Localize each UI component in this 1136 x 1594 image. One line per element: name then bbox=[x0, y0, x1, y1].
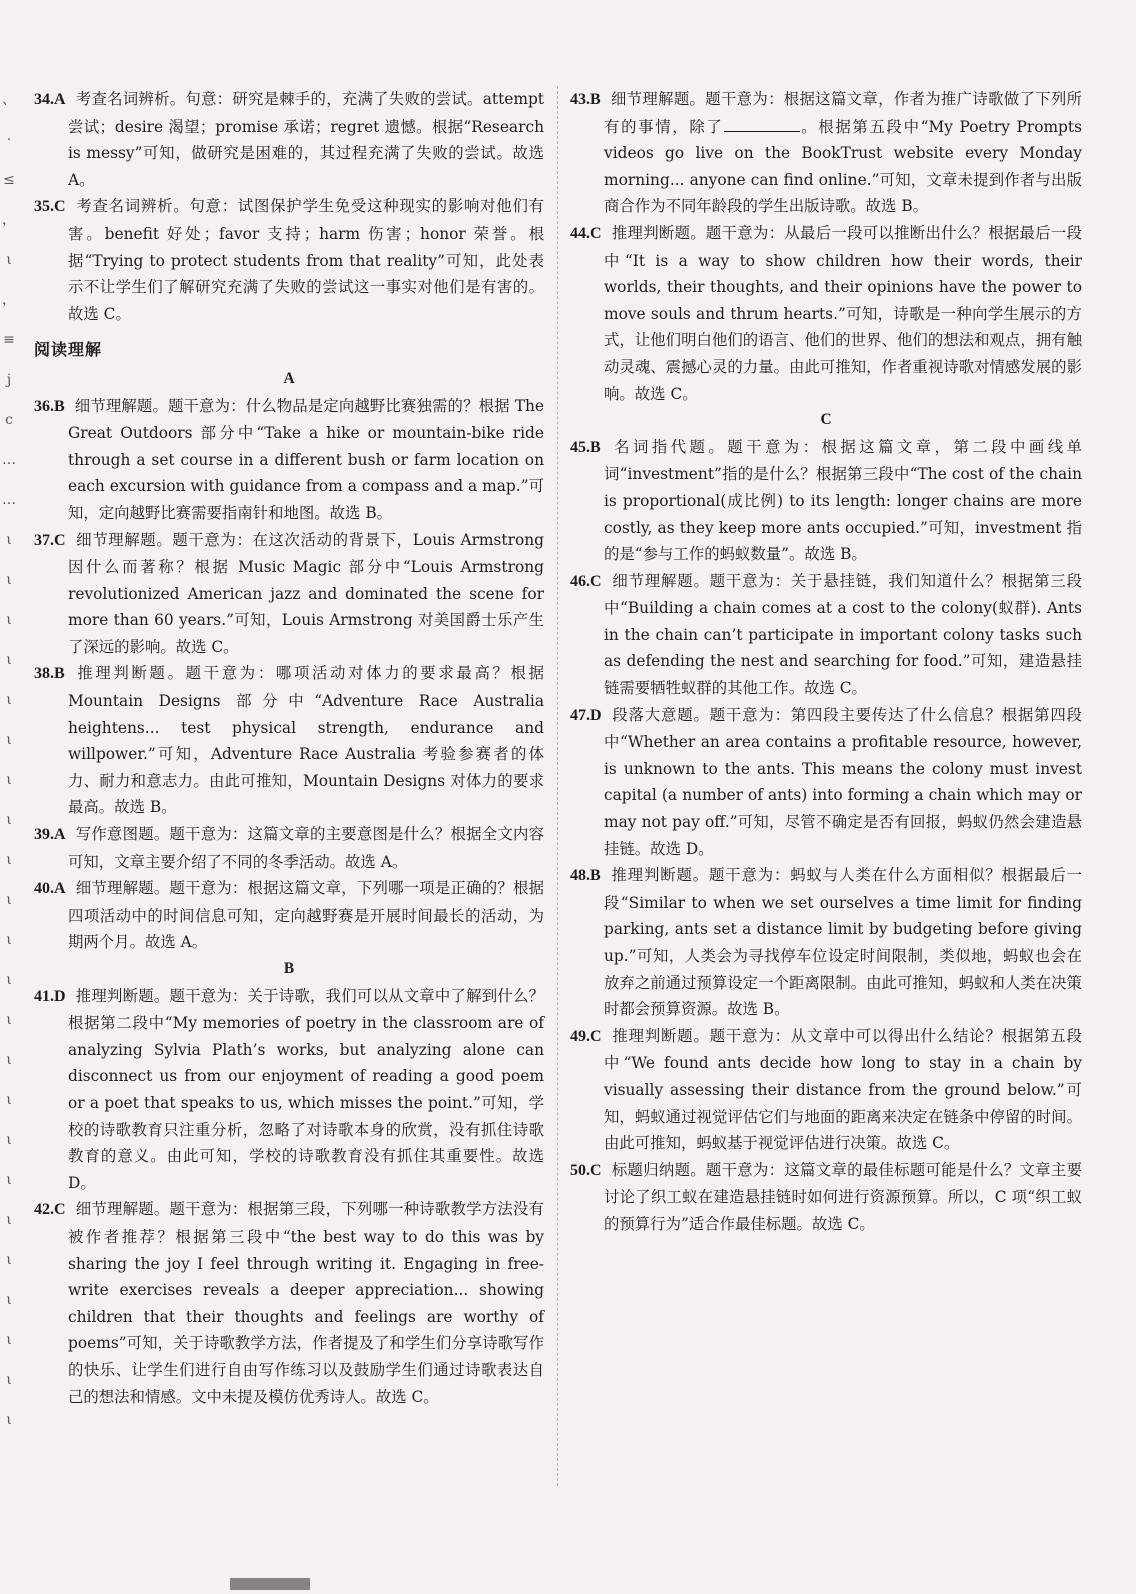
answer-item-46: 46.C 细节理解题。题干意为：关于悬挂链，我们知道什么？根据第三段中“Building a chain comes at a cost to the colony(蚁群). Ants in the chain can’t participate in important colony tasks such as defending the nest and searching for food.”可知，建造悬挂链需要牺牲蚁群的其他工作。故选 C。 bbox=[570, 571, 1082, 698]
margin-char: ι bbox=[6, 1172, 12, 1188]
margin-char: ι bbox=[6, 1372, 12, 1388]
margin-char: ι bbox=[6, 852, 12, 868]
column-divider bbox=[557, 86, 558, 1486]
margin-char: ι bbox=[6, 812, 12, 828]
section-title-reading: 阅读理解 bbox=[34, 340, 103, 360]
answer-item-38: 38.B 推理判断题。题干意为：哪项活动对体力的要求最高？根据 Mountain Designs 部分中“Adventure Race Australia heightens... test physical strength, endurance and willpower.”可知，Adventure Race Australia 考验参赛者的体力、耐力和意志力。由此可推知，Mountain Designs 对体力的要求最高。故选 B。 bbox=[34, 664, 544, 817]
margin-char: ι bbox=[6, 1412, 12, 1428]
margin-char: ι bbox=[6, 772, 12, 788]
margin-char: ι bbox=[6, 732, 12, 748]
left-margin-fragments bbox=[0, 80, 18, 1480]
fill-in-blank bbox=[724, 117, 800, 132]
margin-char: ι bbox=[6, 1052, 12, 1068]
answer-item-37: 37.C 细节理解题。题干意为：在这次活动的背景下，Louis Armstrong 因什么而著称？根据 Music Magic 部分中“Louis Armstrong revolutionized American jazz and dominated the scene for more than 60 years.”可知，Louis Armstrong 对美国爵士乐产生了深远的影响。故选 C。 bbox=[34, 530, 544, 656]
margin-char: j bbox=[6, 372, 12, 388]
margin-char: ι bbox=[6, 572, 12, 588]
passage-label-c: C bbox=[820, 411, 832, 429]
margin-char: c bbox=[5, 412, 13, 428]
margin-char: ， bbox=[2, 212, 16, 228]
margin-char: ι bbox=[6, 1012, 12, 1028]
margin-char: ι bbox=[6, 1092, 12, 1108]
margin-char: ι bbox=[6, 932, 12, 948]
margin-char: ι bbox=[6, 972, 12, 988]
answer-item-45: 45.B 名词指代题。题干意为：根据这篇文章，第二段中画线单词“investment”指的是什么？根据第三段中“The cost of the chain is proportional(成比例) to its length: longer chains are more costly, as they keep more ants occupied.”可知，investment 指的是“参与工作的蚂蚁数量”。故选 B。 bbox=[570, 437, 1082, 564]
answer-item-39: 39.A 写作意图题。题干意为：这篇文章的主要意图是什么？根据全文内容可知，文章主要介绍了不同的冬季活动。故选 A。 bbox=[34, 825, 544, 871]
answer-item-35: 35.C 考查名词辨析。句意：试图保护学生免受这种现实的影响对他们有害。benefit 好处；favor 支持；harm 伤害；honor 荣誉。根据“Trying to protect students from that reality”可知，此处表示不让学生们了解研究充满了失败的尝试这一事实对他们是有害的。故选 C。 bbox=[34, 197, 544, 323]
margin-char: ι bbox=[6, 532, 12, 548]
margin-char: ι bbox=[6, 692, 12, 708]
answer-item-48: 48.B 推理判断题。题干意为：蚂蚁与人类在什么方面相似？根据最后一段“Similar to when we set ourselves a time limit for finding parking, ants set a distance limit by budgeting before giving up.”可知，人类会为寻找停车位设定时间限制，类似地，蚂蚁也会在放弃之前通过预算设定一个距离限制。由此可推知，蚂蚁和人类在决策时都会预算资源。故选 B。 bbox=[570, 866, 1082, 1019]
margin-char: ι bbox=[6, 652, 12, 668]
footer-mark bbox=[230, 1578, 310, 1590]
margin-char: · bbox=[6, 132, 12, 148]
right-column bbox=[570, 86, 1082, 1238]
margin-char: ， bbox=[2, 292, 16, 308]
margin-char: ι bbox=[6, 1212, 12, 1228]
margin-char: ι bbox=[6, 1332, 12, 1348]
answer-item-47: 47.D 段落大意题。题干意为：第四段主要传达了什么信息？根据第四段中“Whether an area contains a profitable resource, however, is unknown to the ants. This means the colony must invest capital (a number of ants) into forming a chain which may or may not pay off.”可知，尽管不确定是否有回报，蚂蚁仍然会建造悬挂链。故选 D。 bbox=[570, 705, 1082, 858]
margin-char: ι bbox=[6, 252, 12, 268]
passage-label-a: A bbox=[283, 369, 295, 387]
margin-char: 、 bbox=[2, 92, 16, 108]
margin-char: ι bbox=[6, 612, 12, 628]
answer-item-36: 36.B 细节理解题。题干意为：什么物品是定向越野比赛独需的？根据 The Great Outdoors 部分中“Take a hike or mountain-bike ride through a set course in a different bush or farm location on each excursion with guidance from a compass and a map.”可知，定向越野比赛需要指南针和地图。故选 B。 bbox=[34, 396, 544, 522]
answer-item-40: 40.A 细节理解题。题干意为：根据这篇文章，下列哪一项是正确的？根据四项活动中的时间信息可知，定向越野赛是开展时间最长的活动，为期两个月。故选 A。 bbox=[34, 879, 544, 952]
margin-char: ι bbox=[6, 892, 12, 908]
margin-char: … bbox=[2, 452, 16, 468]
margin-char: ≡ bbox=[3, 332, 15, 348]
margin-char: ι bbox=[6, 1252, 12, 1268]
margin-char: ι bbox=[6, 1132, 12, 1148]
answer-item-34: 34.A 考查名词辨析。句意：研究是棘手的，充满了失败的尝试。attempt 尝试；desire 渴望；promise 承诺；regret 遗憾。根据“Research is messy”可知，做研究是困难的，其过程充满了失败的尝试。故选 A。 bbox=[34, 90, 544, 189]
answer-item-43: 43.B 细节理解题。题干意为：根据这篇文章，作者为推广诗歌做了下列所有的事情，除了 。根据第五段中“My Poetry Prompts videos go live on the BookTrust website every Monday morning... anyone can find online.”可知，文章未提到作者与出版商合作为不同年龄段的学生出版诗歌。故选 B。 bbox=[570, 90, 1082, 216]
answer-item-42: 42.C 细节理解题。题干意为：根据第三段，下列哪一种诗歌教学方法没有被作者推荐？根据第三段中“the best way to do this was by sharing the joy I feel through writing it. Engaging in free-write exercises reveals a deeper appreciation... showing children that their thoughts and feelings are worthy of poems”可知，关于诗歌教学方法，作者提及了和学生们分享诗歌写作的快乐、让学生们进行自由写作练习以及鼓励学生们通过诗歌表达自己的想法和情感。文中未提及模仿优秀诗人。故选 C。 bbox=[34, 1200, 544, 1406]
margin-char: ι bbox=[6, 1292, 12, 1308]
answer-item-44: 44.C 推理判断题。题干意为：从最后一段可以推断出什么？根据最后一段中“It is a way to show children how their words, their worlds, their thoughts, and their opinions have the power to move souls and thrum hearts.”可知，诗歌是一种向学生展示的方式，让他们明白他们的语言、他们的世界、他们的想法和观点，拥有触动灵魂、震撼心灵的力量。由此可推知，作者重视诗歌对情感发展的影响。故选 C。 bbox=[570, 223, 1082, 403]
margin-char: ≤ bbox=[3, 172, 15, 188]
answer-item-49: 49.C 推理判断题。题干意为：从文章中可以得出什么结论？根据第五段中“We found ants decide how long to stay in a chain by visually assessing their distance from the ground below.”可知，蚂蚁通过视觉评估它们与地面的距离来决定在链条中停留的时间。由此可推知，蚂蚁基于视觉评估进行决策。故选 C。 bbox=[570, 1026, 1082, 1153]
answer-item-50: 50.C 标题归纳题。题干意为：这篇文章的最佳标题可能是什么？文章主要讨论了织工蚁在建造悬挂链时如何进行资源预算。所以，C 项“织工蚁的预算行为”适合作最佳标题。故选 C。 bbox=[570, 1160, 1082, 1233]
passage-label-b: B bbox=[283, 960, 295, 977]
left-column bbox=[34, 86, 544, 1410]
answer-item-41: 41.D 推理判断题。题干意为：关于诗歌，我们可以从文章中了解到什么？根据第二段中“My memories of poetry in the classroom are of analyzing Sylvia Plath’s works, but analyzing alone can disconnect us from our enjoyment of reading a good poem or a poet that speaks to us, which misses the point.”可知，学校的诗歌教育只注重分析，忽略了对诗歌本身的欣赏，没有抓住诗歌教育的意义。由此可知，学校的诗歌教育没有抓住其重要性。故选 D。 bbox=[34, 986, 544, 1192]
margin-char: … bbox=[2, 492, 16, 508]
